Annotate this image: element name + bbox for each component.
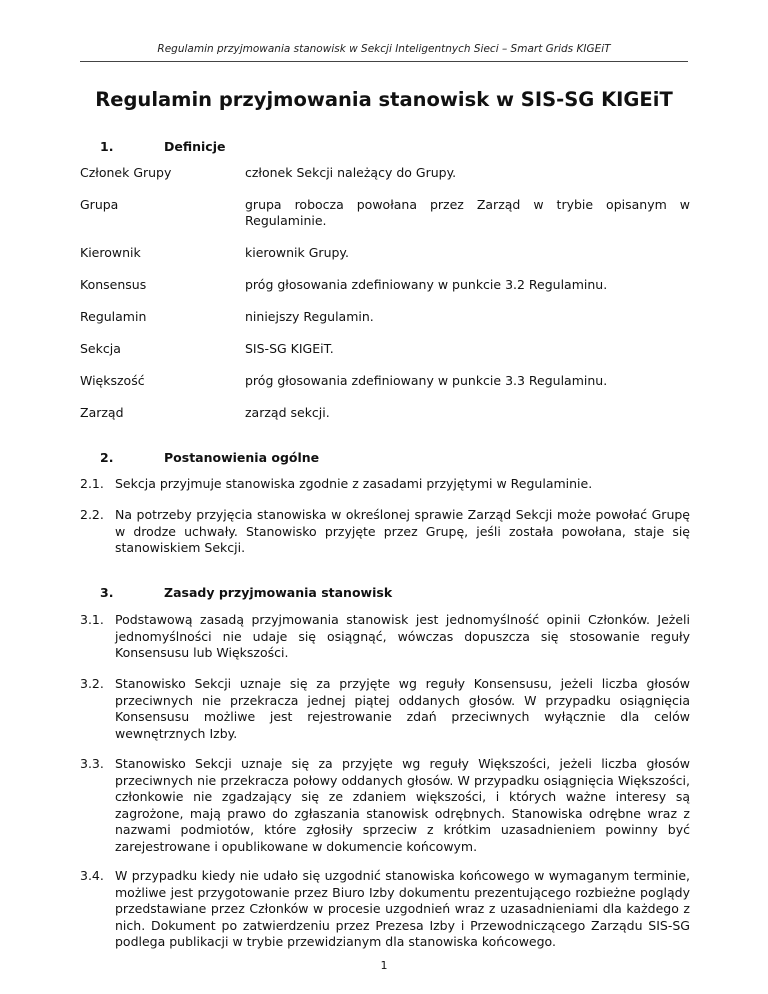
definition-term: Sekcja — [80, 341, 121, 356]
definition-text: kierownik Grupy. — [245, 245, 350, 260]
section-heading — [100, 450, 319, 465]
definition-text: próg głosowania zdefiniowany w punkcie 3.2 Regulaminu. — [245, 277, 608, 292]
item-number: 3.2. — [80, 676, 104, 691]
document-title: Regulamin przyjmowania stanowisk w SIS-SG KIGEiT — [95, 88, 673, 111]
section-number: 3. — [100, 585, 114, 600]
item-text: Na potrzeby przyjęcia stanowiska w określonej sprawie Zarząd Sekcji może powołać Grupę w drodze uchwały. Stanowisko przyjęte przez Grupę, jeśli została powołana, staje się stanowiskiem Sekcji. — [115, 507, 690, 555]
section-title: Postanowienia ogólne — [164, 450, 320, 465]
section-number: 1. — [100, 139, 114, 154]
page-number: 1 — [380, 959, 388, 972]
definition-text: próg głosowania zdefiniowany w punkcie 3.3 Regulaminu. — [245, 373, 608, 388]
definition-term: Członek Grupy — [80, 165, 172, 180]
item-number: 2.2. — [80, 507, 104, 522]
definition-term: Kierownik — [80, 245, 141, 260]
header-rule — [80, 61, 688, 62]
item-text: Stanowisko Sekcji uznaje się za przyjęte wg reguły Większości, jeżeli liczba głosów przeciwnych nie przekracza połowy oddanych głosów. W przypadku osiągnięcia Większości, członkowie nie zgadzający się ze zdaniem większości, i których ważne interesy są zagrożone, mają prawo do zgłaszania stanowisk odrębnych. Stanowiska odrębne wraz z nazwami podmiotów, które zgłosiły sprzeciw z krótkim uzasadnieniem powinny być zarejestrowane i opublikowane w dokumencie końcowym. — [115, 756, 690, 854]
item-text: Stanowisko Sekcji uznaje się za przyjęte wg reguły Konsensusu, jeżeli liczba głosów przeciwnych nie przekracza jednej piątej oddanych głosów. W przypadku osiągnięcia Konsensusu możliwe jest rejestrowanie zdań przeciwnych wyłącznie dla celów wewnętrznych Izby. — [115, 676, 690, 741]
item-number: 2.1. — [80, 476, 104, 491]
definition-term: Większość — [80, 373, 145, 388]
section-number: 2. — [100, 450, 114, 465]
item-text: Podstawową zasadą przyjmowania stanowisk jest jednomyślność opinii Członków. Jeżeli jednomyślności nie udaje się osiągnąć, wówczas dopuszcza się stosowanie reguły Konsensusu lub Większości. — [115, 612, 690, 660]
section-heading — [100, 585, 392, 600]
item-text: Sekcja przyjmuje stanowiska zgodnie z zasadami przyjętymi w Regulaminie. — [115, 476, 593, 491]
section-heading — [100, 139, 225, 154]
definition-term: Konsensus — [80, 277, 147, 292]
section-title: Zasady przyjmowania stanowisk — [164, 585, 393, 600]
item-number: 3.4. — [80, 868, 104, 883]
definition-term: Grupa — [80, 197, 119, 212]
definition-text: SIS-SG KIGEiT. — [245, 341, 334, 356]
section-title: Definicje — [164, 139, 226, 154]
item-number: 3.3. — [80, 756, 104, 771]
definition-text: zarząd sekcji. — [245, 405, 330, 420]
item-number: 3.1. — [80, 612, 104, 627]
definition-text: grupa robocza powołana przez Zarząd w trybie opisanym w Regulaminie. — [245, 197, 690, 228]
definition-text: niniejszy Regulamin. — [245, 309, 374, 324]
running-header: Regulamin przyjmowania stanowisk w Sekcji Inteligentnych Sieci – Smart Grids KIGEiT — [157, 43, 611, 55]
definition-term: Regulamin — [80, 309, 147, 324]
definition-term: Zarząd — [80, 405, 124, 420]
item-text: W przypadku kiedy nie udało się uzgodnić stanowiska końcowego w wymaganym terminie, możliwe jest przygotowanie przez Biuro Izby dokumentu prezentującego rozbieżne poglądy przedstawiane przez Członków w procesie uzgodnień wraz z uzasadnieniami dla każdego z nich. Dokument po zatwierdzeniu przez Prezesa Izby i Przewodniczącego Zarządu SIS-SG podlega publikacji w trybie przewidzianym dla stanowiska końcowego. — [115, 868, 690, 949]
definition-text: członek Sekcji należący do Grupy. — [245, 165, 457, 180]
